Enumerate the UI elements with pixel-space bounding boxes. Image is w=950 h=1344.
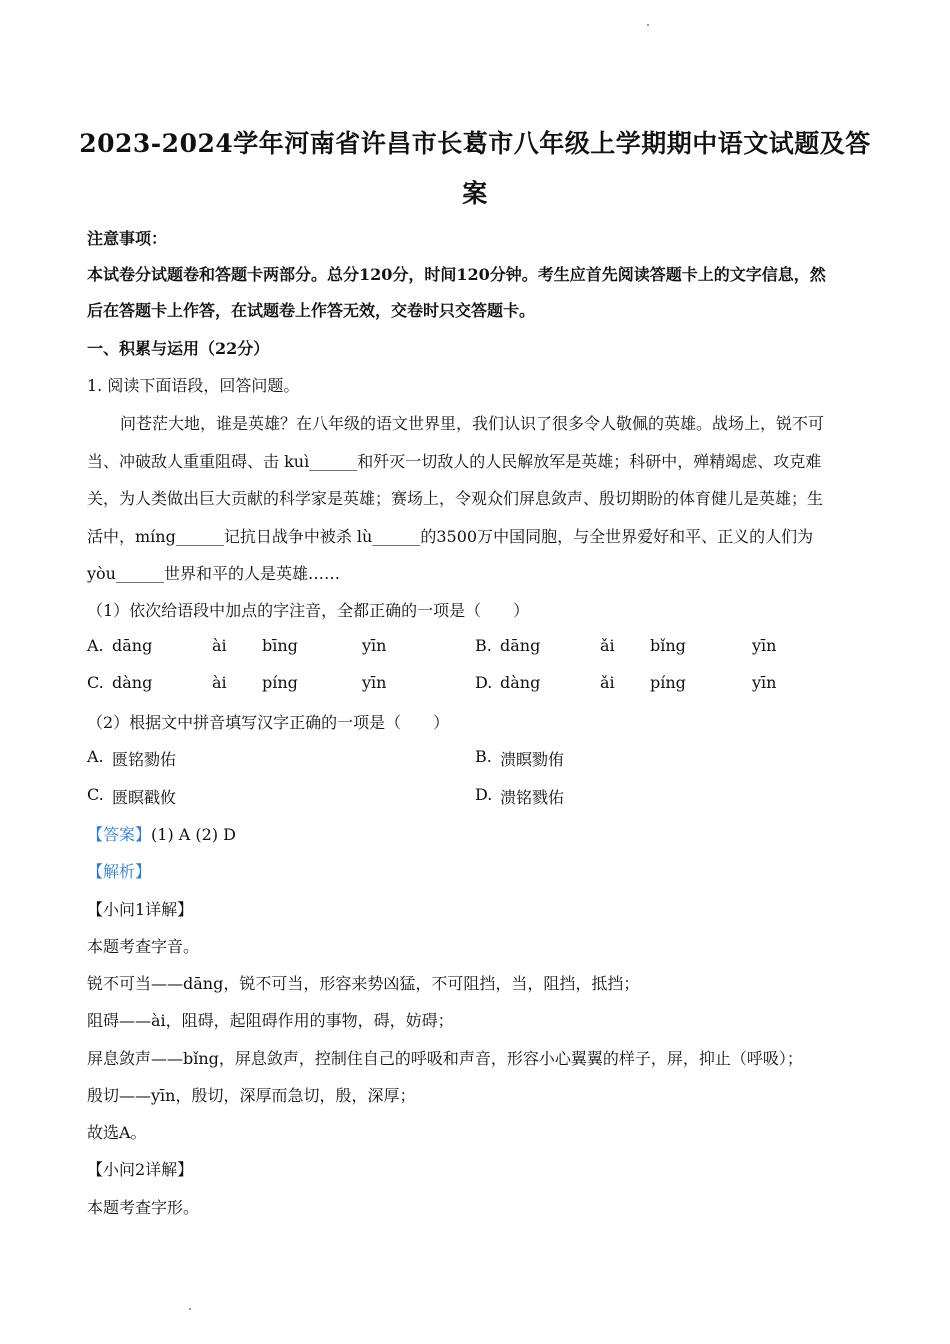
pinyin-item: ài [212,673,227,692]
pinyin-item: píng [262,673,298,692]
answer-line [87,822,236,845]
option-label: B. [475,636,492,655]
detail-line: 故选A。 [87,1123,147,1142]
pinyin-item: yīn [752,636,777,655]
option-label: B. [475,747,492,766]
option-label: D. [475,785,493,804]
subquestion-1-stem: （1）依次给语段中加点的字注音，全都正确的一项是（ ） [87,601,530,620]
passage-line: 当、冲破敌人重重阻碍、击 kuì______和歼灭一切敌人的人民解放军是英雄；科研中，殚精竭虑、攻克难 [87,452,822,471]
detail-heading: 【小问1详解】 [87,900,194,919]
answer-text: (1) A (2) D [151,825,236,844]
doc-title-line1: 2023-2024学年河南省许昌市长葛市八年级上学期期中语文试题及答 [79,129,871,158]
pinyin-item: dàng [500,673,541,692]
detail-line: 本题考查字形。 [87,1198,200,1217]
doc-title-line2: 案 [462,179,488,208]
subquestion-2-stem: （2）根据文中拼音填写汉字正确的一项是（ ） [87,713,450,732]
option-label: A. [87,747,104,766]
passage-line: 关，为人类做出巨大贡献的科学家是英雄；赛场上，令观众们屏息敛声、殷切期盼的体育健儿是英雄；生 [87,489,824,508]
option-label: D. [475,673,493,692]
pinyin-item: píng [650,673,686,692]
detail-line: 本题考查字音。 [87,937,200,956]
section-heading: 一、积累与运用（22分） [87,339,270,358]
pinyin-item: ǎi [600,636,615,655]
option-text: 溃铭戮佑 [500,788,565,807]
option-text: 匮瞑戳攸 [112,788,177,807]
pinyin-item: yīn [362,673,387,692]
pinyin-item: bīng [262,636,298,655]
question-stem: 1. 阅读下面语段，回答问题。 [87,376,300,395]
answer-tag: 【答案】 [87,825,152,844]
notice-heading: 注意事项： [87,229,168,248]
detail-line: 屏息敛声——bǐng，屏息敛声，控制住自己的呼吸和声音，形容小心翼翼的样子，屏，抑止（呼吸）； [87,1049,803,1068]
pinyin-item: bǐng [650,636,686,655]
option-text: 匮铭勠佑 [112,750,177,769]
option-text: 溃瞑勠侑 [500,750,565,769]
analysis-tag: 【解析】 [87,862,152,881]
option-label: A. [87,636,104,655]
pinyin-item: dāng [112,636,153,655]
detail-line: 阻碍——ài，阻碍，起阻碍作用的事物，碍，妨碍； [87,1011,454,1030]
pinyin-item: dàng [112,673,153,692]
pinyin-item: yīn [362,636,387,655]
passage-line: 问苍茫大地，谁是英雄？在八年级的语文世界里，我们认识了很多令人敬佩的英雄。战场上，锐不可 [120,414,825,433]
notice-line: 本试卷分试题卷和答题卡两部分。总分120分，时间120分钟。考生应首先阅读答题卡上的文字信息，然 [87,265,826,284]
passage-line: 活中，míng______记抗日战争中被杀 lù______的3500万中国同胞，与全世界爱好和平、正义的人们为 [87,527,814,546]
option-label: C. [87,673,104,692]
pinyin-item: ǎi [600,673,615,692]
detail-line: 殷切——yīn，殷切，深厚而急切，殷，深厚； [87,1086,416,1105]
speck-mark [647,24,649,26]
pinyin-item: dāng [500,636,541,655]
speck-mark [189,1308,191,1310]
pinyin-item: yīn [752,673,777,692]
detail-line: 锐不可当——dāng，锐不可当，形容来势凶猛，不可阻挡，当，阻挡，抵挡； [87,974,640,993]
passage-line: yòu______世界和平的人是英雄…… [87,564,340,583]
detail-heading: 【小问2详解】 [87,1160,194,1179]
option-label: C. [87,785,104,804]
notice-line: 后在答题卡上作答，在试题卷上作答无效，交卷时只交答题卡。 [87,301,536,320]
pinyin-item: ài [212,636,227,655]
